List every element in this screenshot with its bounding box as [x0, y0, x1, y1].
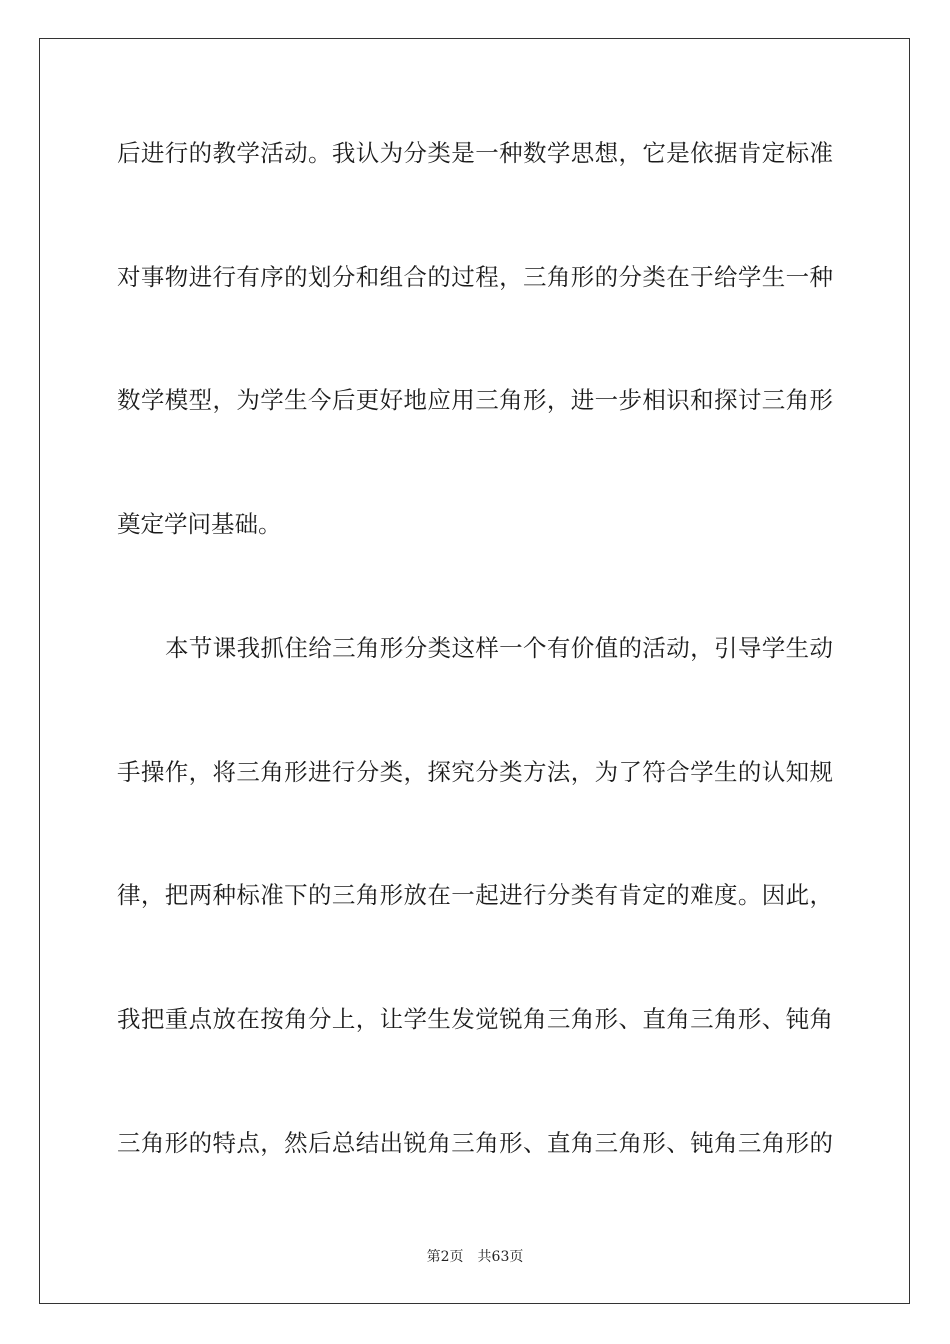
- page-footer: [0, 1248, 950, 1266]
- paragraph-first-line: 本节课我抓住给三角形分类这样一个有价值的活动，引导学生动: [165, 634, 833, 662]
- text-line-9: 三角形的特点，然后总结出锐角三角形、直角三角形、钝角三角形的: [117, 1129, 833, 1157]
- text-line-7: 律，把两种标准下的三角形放在一起进行分类有肯定的难度。因此，: [117, 881, 833, 909]
- text-line-6: 手操作，将三角形进行分类，探究分类方法，为了符合学生的认知规: [117, 758, 833, 786]
- page-total: 共63页: [477, 1249, 524, 1265]
- text-line-4: 奠定学问基础。: [117, 510, 282, 538]
- page-number: 第2页: [426, 1249, 464, 1265]
- page-border: [39, 38, 910, 1304]
- text-line-3: 数学模型，为学生今后更好地应用三角形，进一步相识和探讨三角形: [117, 386, 833, 414]
- text-line-8: 我把重点放在按角分上，让学生发觉锐角三角形、直角三角形、钝角: [117, 1005, 833, 1033]
- text-line-2: 对事物进行有序的划分和组合的过程，三角形的分类在于给学生一种: [117, 263, 833, 291]
- text-line-1: 后进行的教学活动。我认为分类是一种数学思想，它是依据肯定标准: [117, 139, 833, 167]
